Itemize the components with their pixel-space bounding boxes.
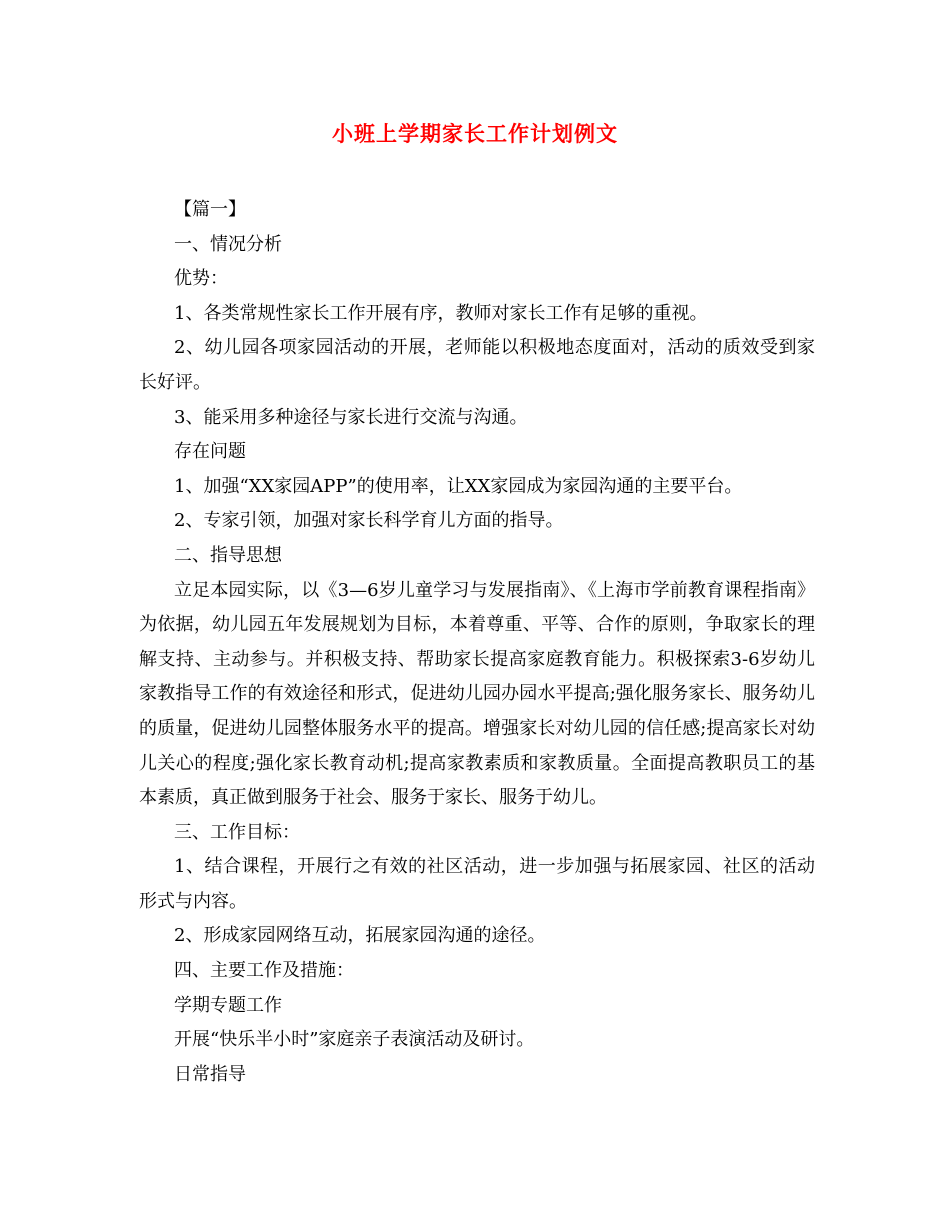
guiding-ideology-text: 立足本园实际，以《3—6岁儿童学习与发展指南》、《上海市学前教育课程指南》为依据，幼儿园五年发展规划为目标，本着尊重、平等、合作的原则，争取家长的理解支持、主动参与。并积极支持、帮助家长提高家庭教育能力。积极探索3-6岁幼儿家教指导工作的有效途径和形式，促进幼儿园办园水平提高;强化服务家长、服务幼儿的质量，促进幼儿园整体服务水平的提高。增强家长对幼儿园的信任感;提高家长对幼儿关心的程度;强化家长教育动机;提高家教素质和家教质量。全面提高教职员工的基本素质，真正做到服务于社会、服务于家长、服务于幼儿。 [139, 579, 815, 809]
heading-guiding-ideology: 二、指导思想 [174, 544, 282, 566]
goal-item-2: 2、形成家园网络互动，拓展家园沟通的途径。 [174, 925, 546, 947]
section-label: 【篇一】 [174, 199, 246, 220]
document-body [139, 193, 815, 1092]
heading-situation-analysis: 一、情况分析 [174, 233, 282, 255]
problem-item-1: 1、加强“XX家园APP”的使用率，让XX家园成为家园沟通的主要平台。 [174, 475, 743, 497]
problem-item-2: 2、专家引领，加强对家长科学育儿方面的指导。 [174, 510, 564, 532]
advantage-item-2: 2、幼儿园各项家园活动的开展，老师能以积极地态度面对，活动的质效受到家长好评。 [139, 337, 815, 393]
subheading-daily-guidance: 日常指导 [174, 1063, 246, 1085]
document-title: 小班上学期家长工作计划例文 [332, 121, 618, 146]
advantage-item-1: 1、各类常规性家长工作开展有序，教师对家长工作有足够的重视。 [174, 302, 708, 324]
goal-item-1: 1、结合课程，开展行之有效的社区活动，进一步加强与拓展家园、社区的活动形式与内容。 [139, 856, 815, 912]
subheading-problems: 存在问题 [174, 441, 246, 463]
heading-work-goals: 三、工作目标： [174, 821, 300, 843]
semester-topic-text: 开展“快乐半小时”家庭亲子表演活动及研讨。 [174, 1029, 535, 1051]
subheading-advantages: 优势： [174, 268, 228, 290]
advantage-item-3: 3、能采用多种途径与家长进行交流与沟通。 [174, 406, 528, 428]
heading-main-work: 四、主要工作及措施： [174, 960, 354, 982]
subheading-semester-topic: 学期专题工作 [174, 994, 282, 1016]
